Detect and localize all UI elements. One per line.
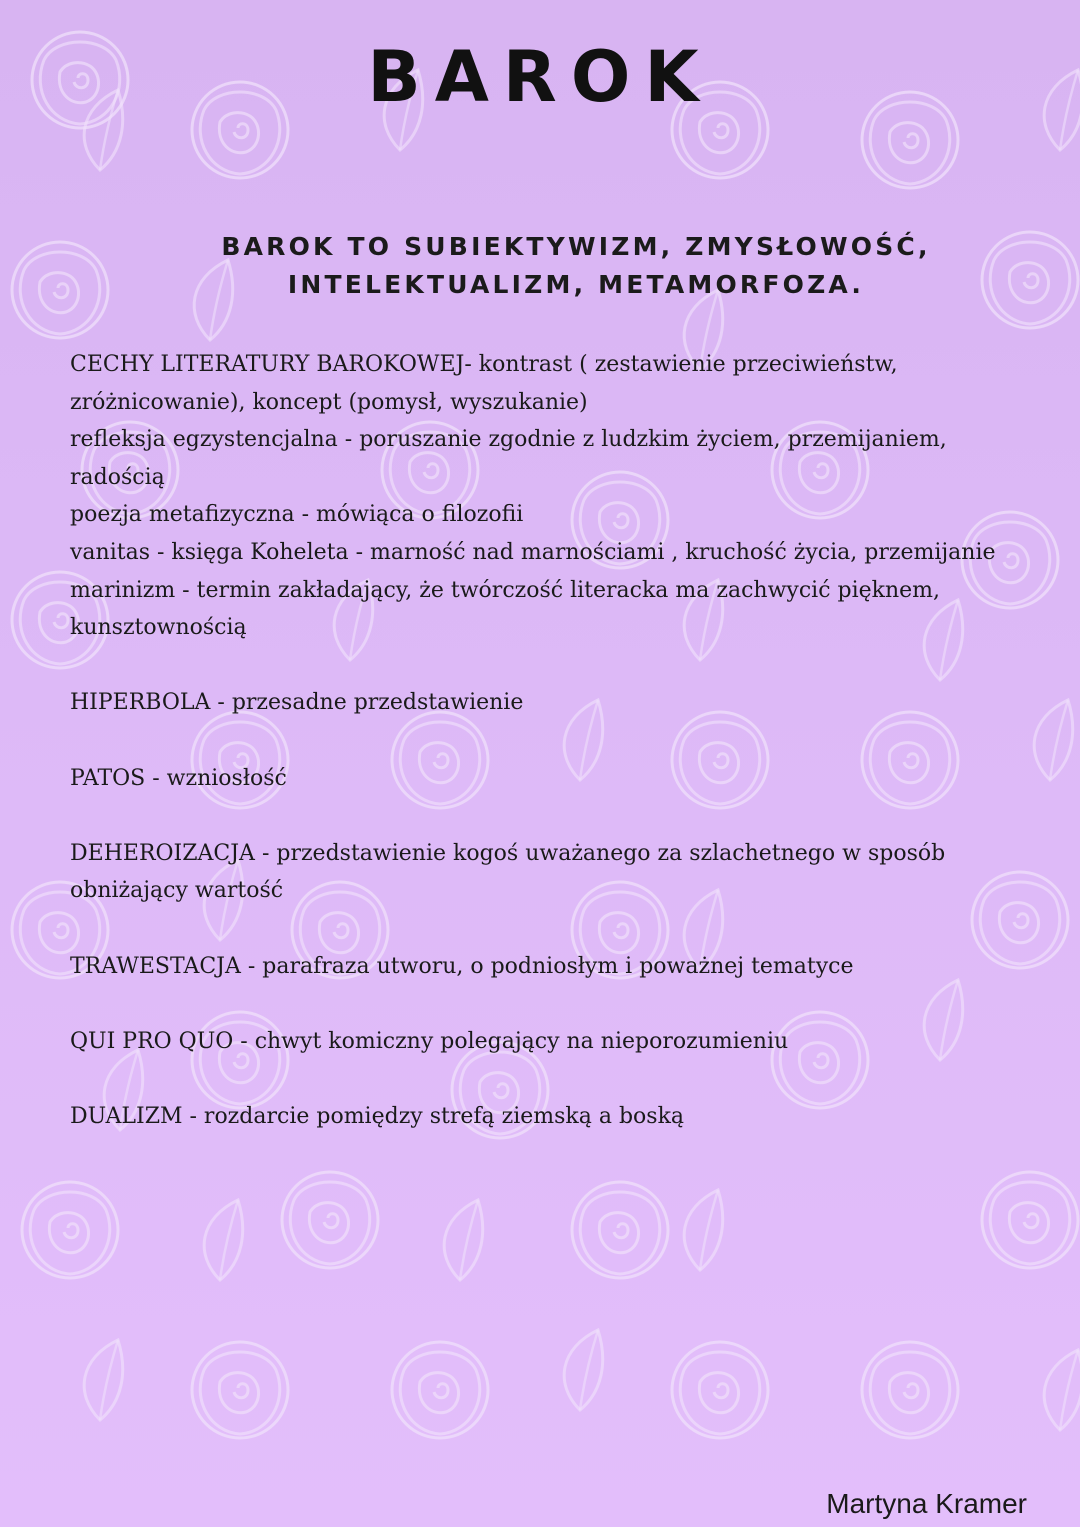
author-signature: Martyna Kramer: [826, 1488, 1027, 1519]
text-line: vanitas - księga Koheleta - marność nad marnościami , kruchość życia, przemijanie: [70, 539, 996, 565]
term-line: TRAWESTACJA - parafraza utworu, o podniosłym i poważnej tematyce: [70, 953, 854, 979]
term-deheroizacja: [70, 835, 1055, 910]
term-trawestacja: [70, 948, 1055, 986]
term-qui-pro-quo: [70, 1023, 1055, 1061]
subtitle-line-1: BAROK TO SUBIEKTYWIZM, ZMYSŁOWOŚĆ,: [221, 232, 931, 261]
term-patos: [70, 760, 1055, 798]
text-line: zróżnicowanie), koncept (pomysł, wyszukanie): [70, 389, 588, 415]
notes-content: [70, 346, 1055, 1135]
subtitle: [150, 228, 1002, 304]
term-line: obniżający wartość: [70, 878, 284, 904]
text-line: marinizm - termin zakładający, że twórczość literacka ma zachwycić pięknem,: [70, 577, 941, 603]
text-line: CECHY LITERATURY BAROKOWEJ- kontrast ( zestawienie przeciwieństw,: [70, 352, 898, 377]
term-dualizm: [70, 1098, 1055, 1136]
page-title: BAROK: [367, 36, 713, 118]
text-line: poezja metafizyczna - mówiąca o filozofii: [70, 502, 524, 528]
subtitle-line-2: INTELEKTUALIZM, METAMORFOZA.: [287, 270, 865, 299]
term-line: HIPERBOLA - przesadne przedstawienie: [70, 690, 524, 716]
features-paragraph: [70, 346, 1055, 647]
text-line: radością: [70, 464, 165, 490]
text-line: refleksja egzystencjalna - poruszanie zgodnie z ludzkim życiem, przemijaniem,: [70, 427, 947, 453]
text-line: kunsztownością: [70, 615, 247, 641]
term-line: DEHEROIZACJA - przedstawienie kogoś uważanego za szlachetnego w sposób: [70, 840, 946, 866]
term-line: DUALIZM - rozdarcie pomiędzy strefą ziemską a boską: [70, 1103, 685, 1129]
term-hiperbola: [70, 684, 1055, 722]
term-line: PATOS - wzniosłość: [70, 765, 287, 791]
term-line: QUI PRO QUO - chwyt komiczny polegający na nieporozumieniu: [70, 1028, 789, 1054]
